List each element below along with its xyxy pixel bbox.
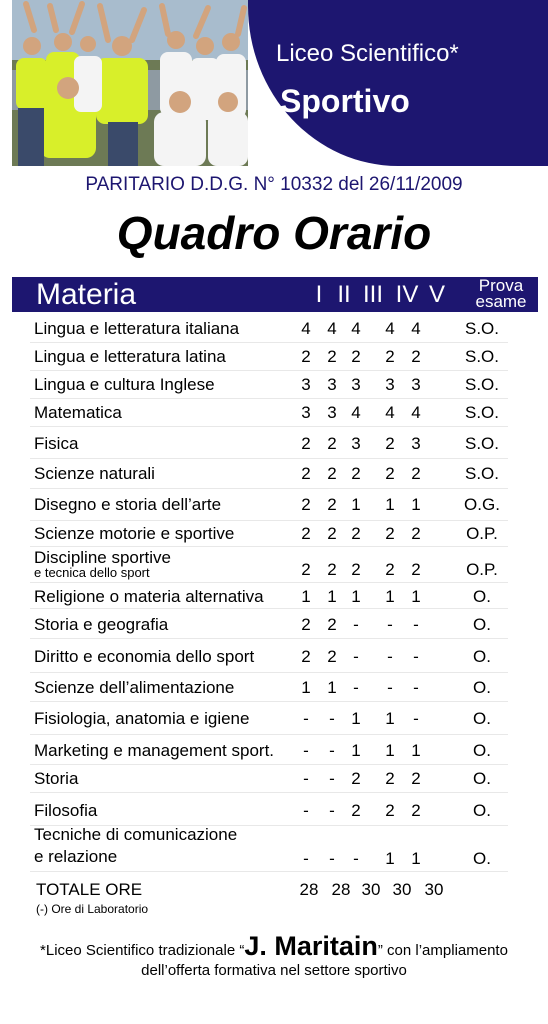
cell-year-4: 2 xyxy=(385,560,395,579)
cell-year-2: 1 xyxy=(327,587,337,606)
cell-year-2: - xyxy=(329,709,335,728)
row-subject: Religione o materia alternativa xyxy=(34,587,264,606)
cell-year-2: 2 xyxy=(327,524,337,543)
cell-year-4: 2 xyxy=(385,347,395,366)
cell-prova: O.P. xyxy=(466,560,498,579)
cell-year-3: 4 xyxy=(351,403,361,422)
cell-year-2: 3 xyxy=(327,403,337,422)
cell-year-3: 1 xyxy=(351,741,361,760)
cell-year-3: 2 xyxy=(351,801,361,820)
table-row xyxy=(30,430,508,459)
cell-year-1: - xyxy=(303,709,309,728)
cell-year-4: 1 xyxy=(385,495,395,514)
total-year-1: 28 xyxy=(299,880,319,899)
page-title: Quadro Orario xyxy=(116,207,432,259)
cell-prova: S.O. xyxy=(464,403,499,422)
cell-year-3: 1 xyxy=(351,495,361,514)
table-row xyxy=(30,400,508,427)
cell-year-5: - xyxy=(413,709,419,728)
footer-pre: *Liceo Scientifico tradizionale “ xyxy=(40,942,245,959)
row-subject: Diritto e economia dello sport xyxy=(34,647,255,666)
table-row xyxy=(30,548,508,583)
cell-year-5: 2 xyxy=(411,801,421,820)
cell-year-3: 2 xyxy=(351,769,361,788)
school-subtitle: Sportivo xyxy=(280,83,410,119)
cell-year-4: 1 xyxy=(385,849,395,868)
cell-year-3: 1 xyxy=(351,587,361,606)
header-year-1: I xyxy=(315,281,323,308)
cell-prova: O. xyxy=(473,678,491,697)
row-subject: Disegno e storia dell’arte xyxy=(34,495,222,514)
cell-year-1: 2 xyxy=(301,464,311,483)
cell-year-5: 2 xyxy=(411,464,421,483)
total-year-2: 28 xyxy=(331,880,351,899)
cell-year-2: 2 xyxy=(327,560,337,579)
row-subject: Filosofia xyxy=(34,801,98,820)
cell-year-2: - xyxy=(329,741,335,760)
row-subject-line2: e relazione xyxy=(34,847,118,866)
cell-year-3: - xyxy=(353,615,359,634)
cell-year-4: 3 xyxy=(385,375,395,394)
cell-year-3: 2 xyxy=(351,464,361,483)
row-subject: Lingua e letteratura italiana xyxy=(34,319,240,338)
row-subject: Storia xyxy=(34,769,79,788)
cell-year-3: 3 xyxy=(351,375,361,394)
cell-prova: O. xyxy=(473,709,491,728)
footer-school-name: J. Maritain xyxy=(244,931,378,961)
cell-year-4: 2 xyxy=(385,769,395,788)
table-row xyxy=(30,586,508,609)
cell-year-5: - xyxy=(413,678,419,697)
cell-year-3: - xyxy=(353,678,359,697)
table-row xyxy=(30,344,508,371)
header-year-4: IV xyxy=(395,281,419,308)
cell-year-1: 2 xyxy=(301,495,311,514)
cell-year-5: 2 xyxy=(411,560,421,579)
cell-year-2: - xyxy=(329,849,335,868)
cell-year-2: 1 xyxy=(327,678,337,697)
lab-note: (-) Ore di Laboratorio xyxy=(36,902,149,916)
footer-note xyxy=(0,931,548,981)
header-prova-line2: esame xyxy=(475,292,527,311)
total-year-4: 30 xyxy=(392,880,412,899)
table-row xyxy=(30,316,508,343)
footer-line2: dell’offerta formativa nel settore sportivo xyxy=(141,962,407,979)
cell-year-5: 1 xyxy=(411,495,421,514)
cell-prova: S.O. xyxy=(464,375,499,394)
cell-year-5: 3 xyxy=(411,434,421,453)
cell-year-5: - xyxy=(413,647,419,666)
row-subject: Fisiologia, anatomia e igiene xyxy=(34,709,250,728)
cell-year-3: 2 xyxy=(351,524,361,543)
header-year-3: III xyxy=(362,281,383,308)
row-subject: Lingua e cultura Inglese xyxy=(34,375,215,394)
cell-year-4: 4 xyxy=(385,319,395,338)
cell-prova: O. xyxy=(473,849,491,868)
cell-prova: O. xyxy=(473,647,491,666)
cell-year-4: 2 xyxy=(385,801,395,820)
cell-prova: S.O. xyxy=(464,434,499,453)
cell-year-1: 2 xyxy=(301,647,311,666)
row-subject: Fisica xyxy=(34,434,79,453)
cell-prova: O. xyxy=(473,615,491,634)
cell-year-2: 4 xyxy=(327,319,337,338)
cell-prova: S.O. xyxy=(464,319,499,338)
cell-prova: O. xyxy=(473,769,491,788)
table-row xyxy=(30,460,508,489)
decree-line: PARITARIO D.D.G. N° 10332 del 26/11/2009 xyxy=(85,174,463,195)
header-year-2: II xyxy=(337,281,351,308)
cell-year-4: - xyxy=(387,678,393,697)
cell-prova: S.O. xyxy=(464,347,499,366)
row-subject: Tecniche di comunicazione xyxy=(34,825,238,844)
footer-post: ” con l’ampliamento xyxy=(377,942,508,959)
cell-year-5: 1 xyxy=(411,741,421,760)
cell-year-3: - xyxy=(353,849,359,868)
students-photo xyxy=(12,0,248,166)
cell-year-1: 2 xyxy=(301,615,311,634)
row-subject: Scienze motorie e sportive xyxy=(34,524,235,543)
cell-year-5: - xyxy=(413,615,419,634)
table-row xyxy=(30,490,508,521)
row-subject: Scienze dell’alimentazione xyxy=(34,678,235,697)
cell-prova: O. xyxy=(473,741,491,760)
cell-year-1: - xyxy=(303,769,309,788)
cell-prova: O.G. xyxy=(464,495,500,514)
cell-prova: O. xyxy=(473,801,491,820)
cell-year-4: 1 xyxy=(385,709,395,728)
table-row xyxy=(30,704,508,735)
cell-year-1: 2 xyxy=(301,434,311,453)
cell-year-1: 3 xyxy=(301,375,311,394)
cell-year-4: 1 xyxy=(385,741,395,760)
table-row xyxy=(30,825,508,872)
cell-year-1: - xyxy=(303,741,309,760)
cell-year-3: 2 xyxy=(351,560,361,579)
cell-year-5: 3 xyxy=(411,375,421,394)
cell-year-1: 3 xyxy=(301,403,311,422)
table-row xyxy=(30,642,508,673)
cell-year-4: - xyxy=(387,647,393,666)
table-row xyxy=(30,372,508,399)
cell-year-4: 2 xyxy=(385,524,395,543)
cell-year-2: - xyxy=(329,769,335,788)
cell-year-1: - xyxy=(303,801,309,820)
cell-year-2: 2 xyxy=(327,434,337,453)
cell-year-4: 2 xyxy=(385,464,395,483)
header-materia: Materia xyxy=(36,278,137,311)
header-prova-line1: Prova xyxy=(478,276,524,295)
cell-year-3: 2 xyxy=(351,347,361,366)
cell-year-2: 2 xyxy=(327,347,337,366)
cell-year-5: 2 xyxy=(411,769,421,788)
row-subject: Storia e geografia xyxy=(34,615,169,634)
cell-year-4: 2 xyxy=(385,434,395,453)
table-row xyxy=(30,766,508,793)
cell-year-4: - xyxy=(387,615,393,634)
table-row xyxy=(30,522,508,547)
table-row xyxy=(30,675,508,702)
row-subject: Matematica xyxy=(34,403,122,422)
students-illustration xyxy=(12,0,248,166)
row-subject: Marketing e management sport. xyxy=(34,741,275,760)
cell-year-3: - xyxy=(353,647,359,666)
cell-year-1: - xyxy=(303,849,309,868)
total-year-5: 30 xyxy=(424,880,444,899)
cell-year-3: 4 xyxy=(351,319,361,338)
cell-year-3: 1 xyxy=(351,709,361,728)
row-subject: Lingua e letteratura latina xyxy=(34,347,226,366)
row-subject: Discipline sportive xyxy=(34,548,171,567)
total-year-3: 30 xyxy=(361,880,381,899)
table-row xyxy=(30,612,508,639)
header-prova xyxy=(468,278,534,310)
cell-year-5: 4 xyxy=(411,319,421,338)
cell-year-1: 1 xyxy=(301,587,311,606)
table-row xyxy=(30,797,508,826)
row-subject-detail: e tecnica dello sport xyxy=(34,565,150,580)
cell-year-1: 1 xyxy=(301,678,311,697)
cell-prova: O. xyxy=(473,587,491,606)
cell-year-5: 1 xyxy=(411,849,421,868)
footer-line1 xyxy=(0,931,548,961)
cell-year-4: 4 xyxy=(385,403,395,422)
cell-year-2: 3 xyxy=(327,375,337,394)
school-name: Liceo Scientifico* xyxy=(276,40,459,67)
cell-prova: S.O. xyxy=(464,464,499,483)
cell-year-5: 4 xyxy=(411,403,421,422)
cell-year-5: 1 xyxy=(411,587,421,606)
cell-year-2: 2 xyxy=(327,615,337,634)
row-subject: Scienze naturali xyxy=(34,464,155,483)
cell-year-2: 2 xyxy=(327,495,337,514)
table-row xyxy=(30,738,508,765)
cell-year-4: 1 xyxy=(385,587,395,606)
cell-year-2: 2 xyxy=(327,647,337,666)
cell-year-5: 2 xyxy=(411,524,421,543)
cell-year-1: 2 xyxy=(301,347,311,366)
total-label: TOTALE ORE xyxy=(36,880,143,899)
cell-year-2: 2 xyxy=(327,464,337,483)
cell-year-1: 2 xyxy=(301,524,311,543)
cell-year-2: - xyxy=(329,801,335,820)
header-year-5: V xyxy=(428,281,445,308)
cell-year-1: 4 xyxy=(301,319,311,338)
table-header xyxy=(12,277,538,312)
cell-year-1: 2 xyxy=(301,560,311,579)
cell-prova: O.P. xyxy=(466,524,498,543)
cell-year-3: 3 xyxy=(351,434,361,453)
cell-year-5: 2 xyxy=(411,347,421,366)
